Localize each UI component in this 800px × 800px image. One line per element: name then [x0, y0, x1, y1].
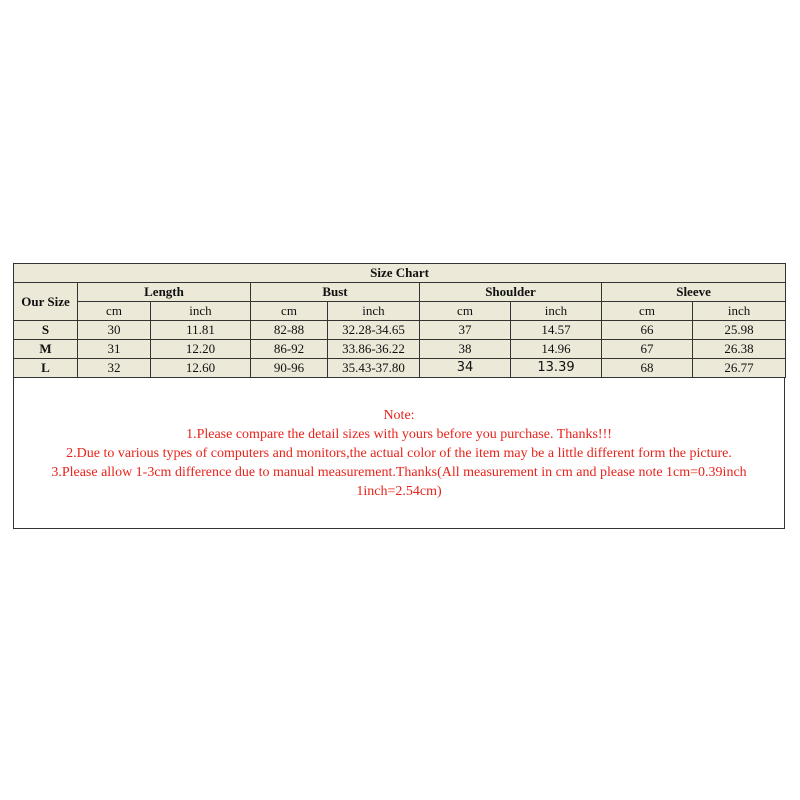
table-cell: 14.57 [511, 321, 602, 340]
table-cell: 25.98 [693, 321, 786, 340]
table-cell: 13.39 [511, 359, 602, 378]
size-label: L [14, 359, 78, 378]
table-cell: 12.60 [151, 359, 251, 378]
table-cell: 34 [420, 359, 511, 378]
table-cell: 82-88 [251, 321, 328, 340]
note-line-3: 3.Please allow 1-3cm difference due to manual measurement.Thanks(All measurement in cm and please note 1cm=0.39inch 1inch=2.54cm) [51, 464, 747, 499]
table-cell: 32 [78, 359, 151, 378]
table-cell: 26.38 [693, 340, 786, 359]
group-header-sleeve: Sleeve [602, 283, 786, 302]
size-label: S [14, 321, 78, 340]
unit-header: inch [151, 302, 251, 321]
unit-header: cm [420, 302, 511, 321]
table-row [14, 321, 786, 340]
table-cell: 32.28-34.65 [328, 321, 420, 340]
unit-header: cm [78, 302, 151, 321]
note-heading: Note: [383, 407, 415, 423]
table-cell: 33.86-36.22 [328, 340, 420, 359]
note-line-2: 2.Due to various types of computers and monitors,the actual color of the item may be a little different form the picture. [66, 445, 732, 461]
chart-title: Size Chart [14, 264, 786, 283]
table-cell: 37 [420, 321, 511, 340]
table-cell: 14.96 [511, 340, 602, 359]
group-header-shoulder: Shoulder [420, 283, 602, 302]
table-cell: 30 [78, 321, 151, 340]
table-cell: 38 [420, 340, 511, 359]
table-cell: 86-92 [251, 340, 328, 359]
unit-header: cm [251, 302, 328, 321]
unit-header: inch [511, 302, 602, 321]
table-cell: 26.77 [693, 359, 786, 378]
size-header: Our Size [14, 283, 78, 321]
table-cell: 67 [602, 340, 693, 359]
table-cell: 12.20 [151, 340, 251, 359]
size-label: M [14, 340, 78, 359]
size-chart [13, 263, 785, 529]
table-cell: 66 [602, 321, 693, 340]
table-cell: 68 [602, 359, 693, 378]
table-cell: 90-96 [251, 359, 328, 378]
group-header-length: Length [78, 283, 251, 302]
table-row [14, 359, 786, 378]
unit-header: inch [693, 302, 786, 321]
unit-header: inch [328, 302, 420, 321]
size-chart-table [13, 263, 786, 378]
group-header-bust: Bust [251, 283, 420, 302]
table-row [14, 340, 786, 359]
unit-header: cm [602, 302, 693, 321]
notes-box [13, 378, 785, 529]
table-cell: 11.81 [151, 321, 251, 340]
table-cell: 35.43-37.80 [328, 359, 420, 378]
note-line-1: 1.Please compare the detail sizes with yours before you purchase. Thanks!!! [186, 426, 612, 442]
table-cell: 31 [78, 340, 151, 359]
